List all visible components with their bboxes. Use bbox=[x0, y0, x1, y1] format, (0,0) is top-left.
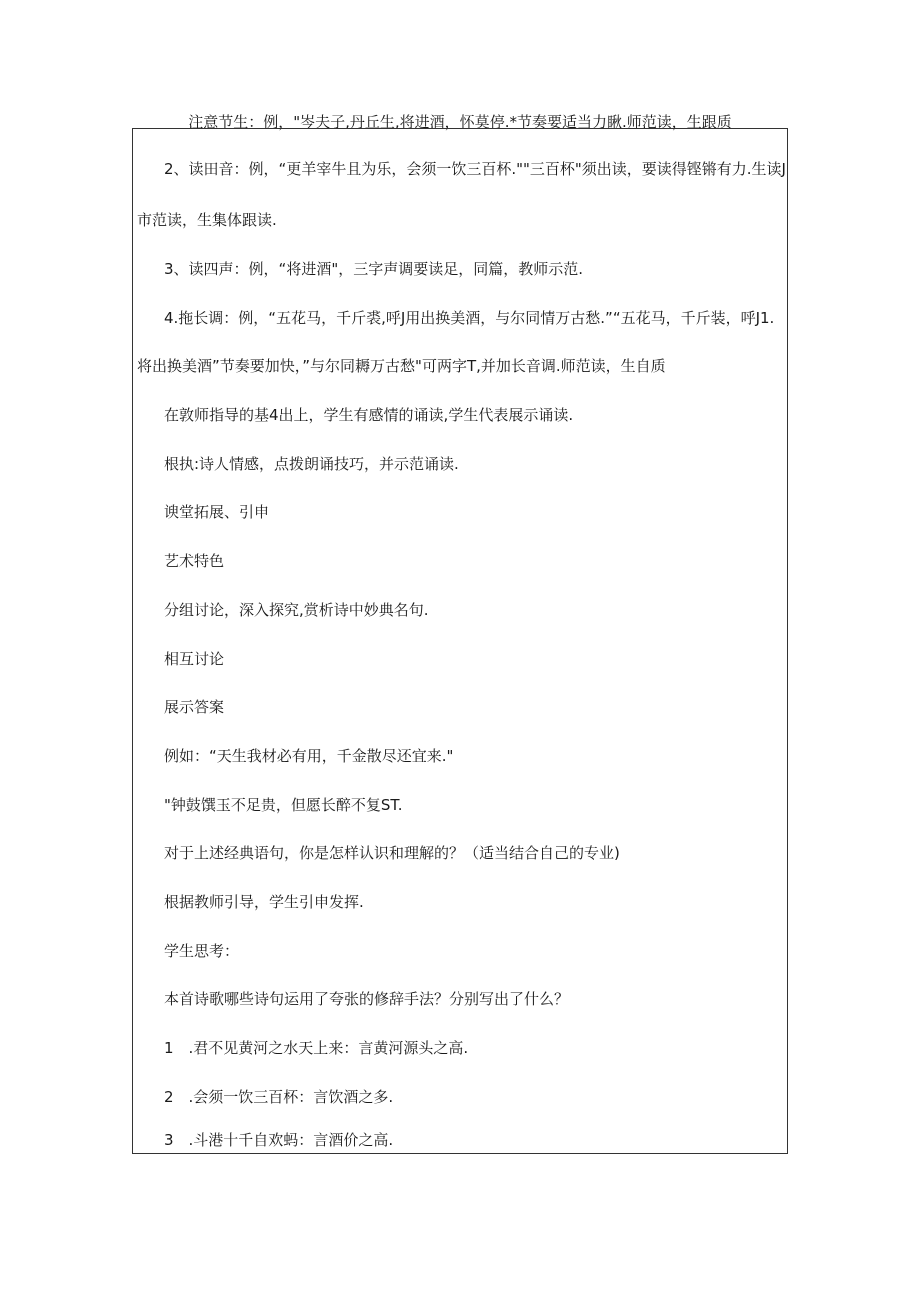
list-item-1: 1 .君不见黄河之水天上来：言黄河源头之高. bbox=[164, 1039, 469, 1057]
text-line-question: 对于上述经典语句，你是怎样认识和理解的？（适当结合自己的专业) bbox=[164, 844, 620, 862]
text-line-drag-tone: 4.拖长调：例，“五花马，千斤裘,呼J用出换美酒，与尔同情万古愁.”“五花马，千斤装，呼J1. bbox=[164, 309, 775, 327]
text-line-group-follow: 市范读，生集体跟读. bbox=[137, 211, 277, 229]
list-item-2: 2 .会须一饮三百杯：言饮酒之多. bbox=[164, 1088, 394, 1106]
text-line-emotion: 根执:诗人情感，点拨朗诵技巧，并示范诵读. bbox=[164, 455, 459, 473]
text-line-guidance: 根据教师引导，学生引申发挥. bbox=[164, 893, 364, 911]
list-item-3: 3 .斗港十千自欢蚂：言酒价之高. bbox=[164, 1131, 394, 1149]
header-line: 注意节生：例，"岑夫子,丹丘生,将进酒，怀莫停.*节奏要适当力瞅.师范读，生跟质 bbox=[188, 113, 732, 131]
text-line-show-answers: 展示答案 bbox=[164, 698, 225, 716]
text-line-example-1: 例如：“天生我材必有用，千金散尽还宜来." bbox=[164, 747, 454, 765]
text-line-mutual-discuss: 相互讨论 bbox=[164, 650, 225, 668]
text-line-recitation: 在敦师指导的基4出上，学生有感情的诵读,学生代表展示诵读. bbox=[164, 406, 574, 424]
text-line-rhythm: 将出换美酒”节奏要加快，”与尔同耨万古愁"可两字T,并加长音调.师范读，生自质 bbox=[137, 357, 666, 375]
text-line-art-features: 艺术特色 bbox=[164, 552, 225, 570]
text-line-extension: 谀堂拓展、引申 bbox=[164, 503, 270, 521]
document-box bbox=[132, 128, 788, 1154]
text-line-four-tones: 3、读四声：例，“将进酒"，三字声调要读足，同篇，教师示范. bbox=[164, 260, 583, 278]
text-line-example-2: "钟鼓馔玉不足贵，但愿长醉不复ST. bbox=[164, 796, 403, 814]
text-line-group-discussion: 分组讨论，深入探究,赏析诗中妙典名句. bbox=[164, 601, 429, 619]
text-line-hyperbole-q: 本首诗歌哪些诗句运用了夸张的修辞手法？分别写出了什么？ bbox=[164, 990, 570, 1008]
text-line-student-think: 学生思考： bbox=[164, 942, 240, 960]
text-line-read-tone: 2、读田音：例，“更羊宰牛且为乐，会须一饮三百杯.""三百杯"须出读，要读得铿锵有力.生读J bbox=[164, 160, 786, 178]
